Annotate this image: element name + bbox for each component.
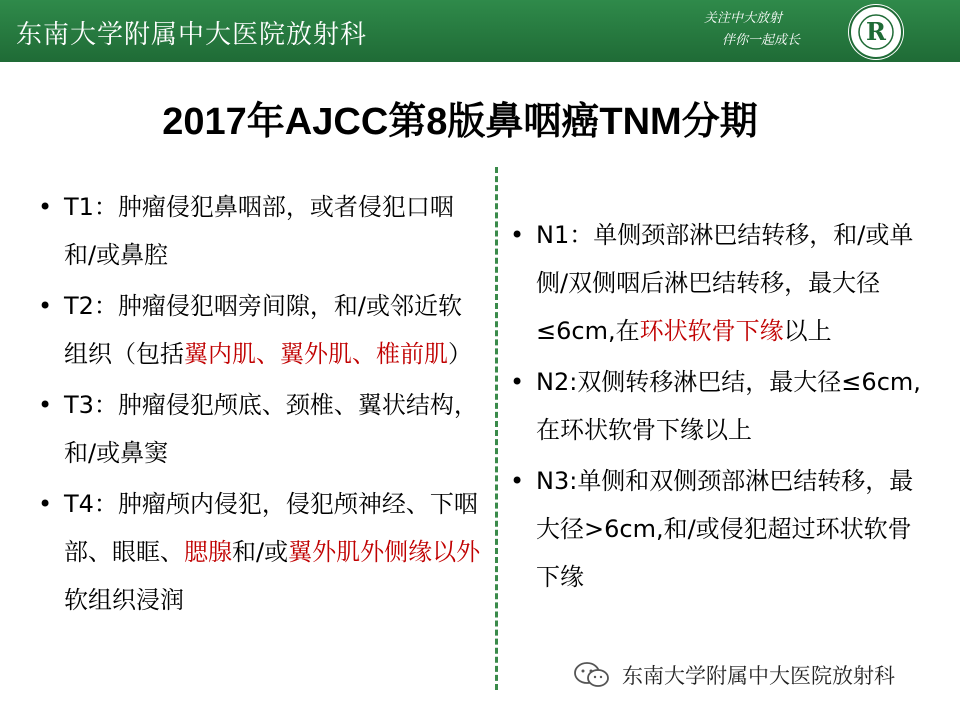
slogan-line-2: 伴你一起成长 — [722, 33, 801, 48]
description-text: 肿瘤侵犯鼻咽部，或者侵犯口咽和/或鼻腔 — [64, 193, 454, 269]
description-text: 以上 — [783, 317, 832, 345]
t-stage-list — [36, 183, 481, 627]
highlighted-text: 腮腺 — [184, 538, 232, 566]
t-stage-item — [36, 381, 481, 477]
t-stage-item — [36, 480, 481, 624]
description-text: 肿瘤侵犯颅底、颈椎、翼状结构，和/或鼻窦 — [64, 391, 478, 467]
footer-text: 东南大学附属中大医院放射科 — [622, 664, 895, 688]
description-text: 肿瘤颅内侵犯，侵犯颅神经、下咽部、眼眶、 — [64, 490, 478, 566]
description-text: 和/或 — [232, 538, 289, 566]
slogan-line-1: 关注中大放射 — [704, 11, 783, 26]
wechat-icon — [572, 660, 612, 690]
footer-watermark — [572, 660, 895, 690]
n-stage-item — [508, 211, 928, 355]
header-title: 东南大学附属中大医院放射科 — [16, 20, 368, 50]
highlighted-text: 环状软骨下缘 — [639, 317, 784, 345]
page-title: 2017年AJCC第8版鼻咽癌TNM分期 — [162, 101, 758, 143]
description-text: 肿瘤侵犯咽旁间隙，和/或邻近软组织（包括 — [64, 292, 463, 368]
n-stage-label: N2: — [536, 368, 578, 396]
description-text: 单侧和双侧颈部淋巴结转移，最大径>6cm,和/或侵犯超过环状软骨下缘 — [536, 467, 914, 591]
n-stage-label: N3: — [536, 467, 578, 495]
t-stage-label: T1： — [64, 193, 118, 221]
t-stage-label: T4： — [64, 490, 118, 518]
t-stage-label: T2： — [64, 292, 118, 320]
n-stage-item — [508, 457, 928, 601]
header-banner — [0, 0, 960, 62]
t-stage-label: T3： — [64, 391, 118, 419]
t-stage-item — [36, 183, 481, 279]
column-divider — [495, 167, 498, 690]
description-text: 软组织浸润 — [64, 586, 184, 614]
logo-letter: R — [866, 17, 886, 46]
hospital-logo-icon — [846, 2, 906, 62]
description-text: 双侧转移淋巴结，最大径≤6cm,在环状软骨下缘以上 — [536, 368, 921, 444]
highlighted-text: 翼内肌、翼外肌、椎前肌 — [184, 340, 448, 368]
slogan — [704, 8, 800, 52]
n-stage-label: N1： — [536, 221, 594, 249]
highlighted-text: 翼外肌外侧缘以外 — [288, 538, 481, 566]
n-stage-item — [508, 358, 928, 454]
description-text: ） — [448, 340, 472, 368]
description-text: 单侧颈部淋巴结转移，和/或单侧/双侧咽后淋巴结转移，最大径≤6cm,在 — [536, 221, 914, 345]
t-stage-item — [36, 282, 481, 378]
n-stage-list — [508, 211, 928, 604]
